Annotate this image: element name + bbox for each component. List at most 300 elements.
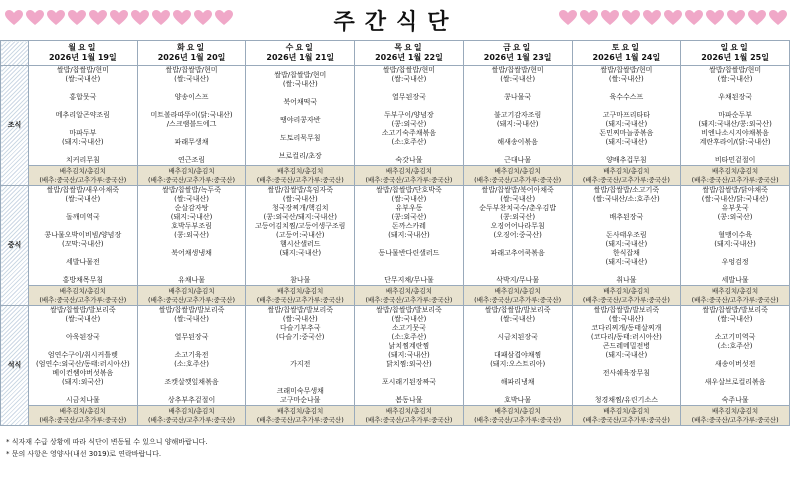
kimchi-cell — [137, 166, 246, 186]
kimchi-cell — [355, 286, 464, 306]
menu-item: 고구마프리타타 — [602, 111, 651, 119]
menu-item: 다슬기부추국 — [279, 324, 321, 332]
menu-cell — [355, 66, 464, 166]
menu-item — [573, 267, 681, 276]
menu-item — [573, 147, 681, 156]
menu-item: 소고기숙주채볶음 — [381, 129, 437, 137]
menu-item — [681, 84, 789, 93]
menu-item: 청경채찜/유린기소스 — [594, 396, 658, 404]
menu-cell — [355, 186, 464, 286]
day-header — [463, 41, 572, 66]
menu-item — [29, 342, 137, 351]
kimchi-item: (배추:중국산/고추가루:중국산) — [691, 415, 779, 424]
kimchi-cell — [463, 406, 572, 426]
menu-item — [573, 378, 681, 387]
menu-item: (오징어:중국산) — [493, 231, 542, 239]
menu-item: 고구마순나물 — [279, 396, 321, 404]
kimchi-item: 배추김치/총김치 — [494, 406, 541, 415]
menu-item: 쌀밥/찹쌀밥/발보리죽 — [50, 306, 116, 314]
menu-item — [138, 147, 246, 156]
day-name: 수요일 — [285, 43, 315, 52]
menu-table — [0, 40, 790, 426]
meal-row — [1, 186, 790, 286]
menu-item — [464, 129, 572, 138]
kimchi-cell — [29, 286, 138, 306]
day-date: 2026년 1월 22일 — [375, 53, 443, 62]
menu-item: (돼지:국내산) — [605, 258, 648, 266]
menu-item: 엄연수구이/취시커틀렛 — [47, 351, 118, 359]
kimchi-item: (배추:중국산/고추가루:중국산) — [256, 175, 344, 184]
kimchi-item: 배추김치/총김치 — [385, 406, 433, 415]
menu-item: 근대나물 — [504, 156, 532, 164]
day-name: 일요일 — [720, 43, 750, 52]
menu-item — [138, 129, 246, 138]
menu-item — [29, 147, 137, 156]
menu-item: 메추리알곤약조림 — [55, 111, 110, 119]
heart-icon — [25, 8, 45, 28]
hearts-decoration-right — [558, 8, 788, 28]
heart-icon — [684, 8, 704, 28]
day-date: 2026년 1월 21일 — [266, 53, 335, 62]
menu-item: 홍합뭇국 — [69, 93, 97, 101]
menu-item: 쌀밥/찹쌀밥/발보리죽 — [593, 306, 660, 314]
kimchi-cell — [463, 166, 572, 186]
menu-item: 참나물 — [290, 276, 311, 284]
heart-icon — [747, 8, 767, 28]
menu-item: 쌀밥/찹쌀밥/단호박죽 — [376, 186, 442, 194]
menu-item: 홍방채목무침 — [62, 276, 104, 284]
menu-item: 쌀밥/찹쌀밥/소고기죽 — [593, 186, 660, 194]
menu-item: (쌀:국내산) — [282, 195, 318, 203]
menu-cell — [463, 306, 572, 406]
menu-item: 소고기미역국 — [714, 333, 756, 341]
kimchi-item: 배추김치/총김치 — [168, 166, 215, 175]
menu-item: 브로컬리/초장 — [278, 151, 322, 160]
heart-icon — [621, 8, 641, 28]
menu-item: 쌀밥/찹쌀밥/흑임자죽 — [267, 186, 334, 194]
menu-item: (콩:외국산/돼지:국내산) — [263, 213, 337, 221]
menu-item — [681, 324, 789, 333]
kimchi-item: (배추:중국산/고추가루:중국산) — [582, 175, 670, 184]
menu-item — [681, 387, 789, 396]
kimchi-item: (배추:중국산/고추가루:중국산) — [365, 295, 453, 304]
menu-item: 취나물 — [616, 276, 637, 284]
day-date: 2026년 1월 20일 — [157, 53, 226, 62]
menu-item: (쌀:국내산) — [500, 315, 536, 323]
menu-item: (쌀:국내산) — [174, 195, 209, 203]
meal-row — [1, 306, 790, 406]
menu-item: (꼬막:국내산) — [62, 240, 104, 248]
menu-item: /스크램블드에그 — [166, 120, 217, 128]
menu-item: (돼지:국내산) — [388, 351, 430, 359]
day-date: 2026년 1월 25일 — [701, 53, 769, 62]
kimchi-cell — [572, 166, 681, 186]
menu-item: (쌀:국내산) — [282, 79, 318, 88]
menu-item — [355, 369, 463, 378]
menu-item: 쌀밥/찹쌀밥/녹두죽 — [162, 186, 221, 194]
menu-item — [29, 222, 137, 231]
menu-item — [573, 387, 681, 396]
menu-item: 유부웃국 — [721, 204, 749, 212]
menu-item: (돼지:국내산) — [605, 120, 648, 128]
menu-item: 양배추겁무침 — [606, 156, 647, 164]
menu-item: 쌀밥/찹쌀밥/현미 — [491, 66, 544, 74]
heart-icon — [705, 8, 725, 28]
kimchi-cell — [137, 406, 246, 426]
kimchi-item: 배추김치/총김치 — [712, 286, 759, 295]
menu-item — [681, 222, 789, 231]
day-header-row — [1, 41, 790, 66]
menu-item: (쌀:국내산) — [65, 195, 101, 203]
day-name: 화요일 — [176, 43, 207, 52]
menu-item: 쌀밥/찹쌀밥/현미 — [56, 66, 109, 74]
menu-item: (코다리/동태:러시아산) — [590, 333, 662, 341]
menu-cell — [572, 306, 681, 406]
kimchi-item: (배추:중국산/고추가루:중국산) — [691, 295, 779, 304]
day-header — [246, 41, 355, 66]
menu-item: 유부우동 — [395, 204, 423, 212]
kimchi-row — [1, 406, 790, 426]
menu-item: (돼지:오스트리아) — [490, 360, 546, 368]
menu-item — [681, 249, 789, 258]
menu-item — [138, 102, 246, 111]
menu-item — [246, 258, 354, 267]
menu-item: 숙갓나물 — [395, 156, 423, 164]
kimchi-item: (배추:중국산/고추가루:중국산) — [148, 415, 236, 424]
menu-item — [29, 267, 137, 276]
kimchi-item: (배추:중국산/고추가루:중국산) — [365, 175, 453, 184]
menu-cell — [463, 186, 572, 286]
menu-item: (돼지:국내산) — [388, 231, 430, 239]
note-line: * 문의 사항은 영양사(내선 3019)로 연락바랍니다. — [6, 450, 162, 458]
menu-item: 상추부추겉절이 — [167, 396, 216, 404]
menu-item: 햄시산샐러드 — [279, 240, 321, 248]
menu-item — [355, 84, 463, 93]
menu-item: 치커리무침 — [65, 156, 100, 164]
menu-item: 비타민겉절이 — [714, 156, 756, 164]
menu-item: 세발나물 — [721, 276, 749, 284]
menu-item: (쌀:국내산) — [391, 315, 427, 323]
kimchi-item: (배추:중국산/고추가루:중국산) — [256, 415, 344, 424]
menu-item — [355, 387, 463, 396]
menu-item: 쌀밥/찹쌀밥/발보리죽 — [484, 306, 551, 314]
kimchi-cell — [681, 286, 790, 306]
kimchi-item: (배추:중국산/고추가루:중국산) — [148, 175, 236, 184]
menu-item — [138, 240, 246, 249]
heart-icon — [726, 8, 746, 28]
heart-icon — [579, 8, 599, 28]
kimchi-item: 배추김치/총김치 — [59, 166, 106, 175]
menu-item: (돼지:국내산/콩:외국산) — [698, 120, 772, 128]
menu-item — [355, 147, 463, 156]
menu-item: (콩:외국산) — [391, 213, 427, 221]
menu-item — [246, 351, 354, 360]
menu-item: 쌀밥/찹쌀밥/현미 — [382, 66, 435, 74]
menu-item: 파래고추어쿡볶음 — [490, 249, 545, 257]
kimchi-cell — [572, 406, 681, 426]
menu-item — [464, 258, 572, 267]
menu-item — [138, 369, 246, 378]
menu-item: 한식잡채 — [612, 249, 640, 257]
menu-item — [573, 360, 681, 369]
kimchi-item: 배추김치/총김치 — [277, 286, 324, 295]
menu-cell — [29, 66, 138, 166]
menu-item: 쌀밥/찹쌀밥/현미 — [165, 66, 218, 74]
day-header — [137, 41, 246, 66]
menu-item: 쌀밥/찹쌀밥/북어아채죽 — [481, 186, 554, 194]
menu-item: 포시래기된장짜국 — [381, 378, 437, 386]
kimchi-item: 배추김치/총김치 — [59, 286, 106, 295]
menu-item — [681, 147, 789, 156]
page-title: 주간식단 — [333, 9, 459, 35]
menu-item: 유채나물 — [178, 276, 206, 284]
menu-item: (고등어:국내산) — [276, 231, 325, 239]
menu-cell — [355, 306, 464, 406]
menu-item: 콩나물오박이비빔/양념장 — [44, 231, 122, 239]
menu-cell — [681, 306, 790, 406]
heart-icon — [214, 8, 234, 28]
menu-item: (돼지:외국산) — [62, 378, 104, 386]
kimchi-item: 배추김치/총김치 — [494, 286, 541, 295]
day-name: 월요일 — [68, 43, 98, 52]
menu-cell — [29, 186, 138, 286]
menu-item: 대패삼겹야채찜 — [493, 351, 542, 359]
menu-item: 북어채생냉채 — [171, 249, 212, 257]
menu-item: 동나물반다린샐러드 — [378, 249, 440, 257]
day-header — [681, 41, 790, 66]
title-banner — [0, 0, 792, 40]
menu-item: 순살감자탕 — [174, 204, 209, 212]
menu-item: 소고기육전 — [174, 351, 209, 359]
menu-item — [573, 102, 681, 111]
meal-row — [1, 66, 790, 166]
day-name: 목요일 — [394, 43, 424, 52]
kimchi-item: (배추:중국산/고추가루:중국산) — [148, 295, 236, 304]
kimchi-item: 배추김치/총김치 — [168, 286, 215, 295]
kimchi-item: (배추:중국산/고추가루:중국산) — [474, 295, 562, 304]
kimchi-row — [1, 286, 790, 306]
menu-item: 쌀밥/찹쌀밥/현미 — [600, 66, 653, 74]
kimchi-cell — [137, 286, 246, 306]
menu-item: (쌀:국내산) — [717, 315, 753, 323]
heart-icon — [46, 8, 66, 28]
menu-item: 가지전 — [290, 360, 311, 368]
menu-item: 쌀밥/찹쌀밥/발보리죽 — [158, 306, 225, 314]
menu-cell — [572, 186, 681, 286]
menu-item: 두부구이/양념장 — [384, 111, 434, 119]
kimchi-item: (배추:중국산/고추가루:중국산) — [39, 415, 127, 424]
menu-item: 오징어어나라무침 — [490, 222, 545, 230]
menu-item: 전사쉐육장무침 — [602, 369, 651, 377]
menu-item — [464, 147, 572, 156]
menu-item — [573, 84, 681, 93]
kimchi-item: (배추:중국산/고추가루:중국산) — [691, 175, 779, 184]
heart-icon — [193, 8, 213, 28]
menu-item — [573, 222, 681, 231]
heart-icon — [4, 8, 24, 28]
menu-item: (쌀:국내산) — [174, 75, 209, 83]
menu-item — [138, 267, 246, 276]
menu-item — [29, 387, 137, 396]
menu-item: 닭치찜:외국산) — [386, 360, 432, 368]
menu-item: (쌀:국내산) — [65, 75, 101, 83]
menu-item — [29, 204, 137, 213]
menu-item: (쌀:국내산) — [65, 315, 101, 323]
menu-item: (콩:외국산) — [500, 213, 536, 221]
menu-item: 불고기감자조림 — [493, 111, 542, 119]
menu-item: 아욱된장국 — [65, 333, 100, 341]
menu-item: 육수수스프 — [609, 93, 644, 101]
menu-item: 쌀밥/찹쌀밥/발보리죽 — [702, 306, 768, 314]
kimchi-item: 배추김치/총김치 — [385, 166, 433, 175]
menu-item — [246, 369, 354, 378]
kimchi-item: (배추:중국산/고추가루:중국산) — [39, 295, 127, 304]
menu-item: 시금치된장국 — [497, 333, 538, 341]
heart-icon — [768, 8, 788, 28]
menu-cell — [246, 66, 355, 166]
hearts-decoration-left — [4, 8, 234, 28]
menu-item — [464, 387, 572, 396]
kimchi-cell — [463, 286, 572, 306]
kimchi-item: 배추김치/총김치 — [385, 286, 433, 295]
kimchi-item: 배추김치/총김치 — [168, 406, 215, 415]
menu-item — [464, 84, 572, 93]
menu-item — [29, 102, 137, 111]
kimchi-cell — [246, 406, 355, 426]
day-date: 2026년 1월 24일 — [592, 53, 661, 62]
kimchi-item: (배추:중국산/고추가루:중국산) — [474, 415, 562, 424]
heart-icon — [663, 8, 683, 28]
menu-item: (돼지:국내산) — [62, 138, 104, 146]
menu-item: 해파리냉채 — [500, 378, 535, 386]
menu-item: (쌀:국내산) — [608, 75, 644, 83]
day-header — [355, 41, 464, 66]
menu-item: 낡치찜계란찜 — [388, 342, 430, 350]
menu-item: (콩:외국산) — [391, 120, 427, 128]
menu-item: (돼지:국내산) — [714, 240, 756, 248]
day-date: 2026년 1월 19일 — [48, 53, 117, 62]
kimchi-cell — [246, 166, 355, 186]
menu-cell — [29, 306, 138, 406]
menu-cell — [463, 66, 572, 166]
menu-item: 호박두부조림 — [171, 222, 212, 230]
menu-item: (쌀:국내산) — [608, 315, 644, 323]
meal-label: 중식 — [1, 186, 29, 306]
kimchi-item: (배추:중국산/고추가루:중국산) — [256, 295, 344, 304]
menu-item — [573, 204, 681, 213]
menu-item: 호박나물 — [504, 396, 532, 404]
menu-item — [681, 267, 789, 276]
kimchi-cell — [681, 166, 790, 186]
menu-item: 열무된장국 — [174, 333, 209, 341]
menu-item: (돼지:국내산) — [496, 120, 539, 128]
kimchi-item: 배추김치/총김치 — [277, 166, 324, 175]
meal-label: 석식 — [1, 306, 29, 426]
menu-item: 해새송이볶음 — [497, 138, 538, 146]
menu-item: 베이컨쌤야버섯볶음 — [52, 369, 114, 377]
menu-item — [355, 258, 463, 267]
kimchi-cell — [681, 406, 790, 426]
menu-item: 열무된장국 — [392, 93, 426, 101]
menu-item: 세발나물전 — [65, 258, 100, 266]
menu-cell — [681, 66, 790, 166]
menu-item: 코다리찌개/동태살찌개 — [591, 324, 662, 332]
menu-item — [246, 107, 354, 116]
menu-item — [29, 249, 137, 258]
kimchi-item: (배추:중국산/고추가루:중국산) — [582, 295, 670, 304]
menu-item — [681, 369, 789, 378]
menu-item: 돈사태우조림 — [606, 231, 647, 239]
kimchi-cell — [246, 286, 355, 306]
menu-item: 청국장찌개/핵김치 — [272, 204, 329, 212]
menu-item — [29, 120, 137, 129]
menu-item: (소:호주산) — [174, 360, 209, 368]
menu-item: (쌀:국내산) — [717, 75, 753, 83]
menu-item — [464, 240, 572, 249]
kimchi-cell — [29, 406, 138, 426]
menu-item: 도토리묵무침 — [279, 133, 321, 142]
menu-item: (돼지:국내산) — [279, 249, 322, 257]
menu-item: 쌀밥/찹쌀밥/현미 — [709, 66, 762, 74]
menu-item — [138, 342, 246, 351]
day-header — [572, 41, 681, 66]
menu-item — [246, 125, 354, 134]
menu-item: 쌀밥/찹쌀밥/새우아채죽 — [46, 186, 120, 194]
kimchi-item: 배추김치/총김치 — [59, 406, 106, 415]
menu-item: 삭박지/무나물 — [496, 276, 540, 284]
menu-item: 배추된장국 — [609, 213, 644, 221]
heart-icon — [600, 8, 620, 28]
menu-item: (쌀:국내산) — [174, 315, 209, 323]
menu-cell — [572, 66, 681, 166]
note-line: * 식자재 수급 상황에 따라 식단이 변동될 수 있으니 양해바랍니다. — [6, 438, 208, 446]
menu-item: 혈맹이수육 — [718, 231, 753, 239]
menu-item — [138, 258, 246, 267]
menu-item: (쌀:국내산) — [500, 195, 536, 203]
day-date: 2026년 1월 23일 — [483, 53, 552, 62]
menu-item: 돌깨미역국 — [65, 213, 100, 221]
menu-item: (쌀:국내산) — [391, 195, 427, 203]
corner-cell — [1, 41, 29, 66]
menu-item: (쌀:국내산) — [391, 75, 427, 83]
menu-item — [355, 267, 463, 276]
menu-item: (돼지:국내산) — [605, 138, 648, 146]
menu-item: 순두부찬치국수/춘우김밥 — [479, 204, 557, 212]
menu-item: 쌀밥/찹쌀밥/닭야채죽 — [702, 186, 768, 194]
menu-item: 양송이스프 — [174, 93, 209, 101]
menu-item: (콩:외국산) — [174, 231, 209, 239]
menu-cell — [681, 186, 790, 286]
heart-icon — [558, 8, 578, 28]
kimchi-cell — [29, 166, 138, 186]
kimchi-item: (배추:중국산/고추가루:중국산) — [582, 415, 670, 424]
menu-item — [355, 102, 463, 111]
menu-item: (돼지:국내산) — [605, 351, 648, 359]
menu-item: (쌀:국내산) — [282, 315, 318, 323]
menu-item — [246, 267, 354, 276]
heart-icon — [130, 8, 150, 28]
kimchi-item: (배추:중국산/고추가루:중국산) — [365, 415, 453, 424]
menu-item — [681, 351, 789, 360]
menu-item — [464, 102, 572, 111]
heart-icon — [172, 8, 192, 28]
heart-icon — [151, 8, 171, 28]
menu-item: (소:호주산) — [391, 138, 427, 146]
kimchi-item: 배추김치/총김치 — [603, 166, 650, 175]
menu-item: 시금치나물 — [65, 396, 100, 404]
meal-label: 조식 — [1, 66, 29, 186]
menu-item: 곤드레메밀전병 — [602, 342, 651, 350]
